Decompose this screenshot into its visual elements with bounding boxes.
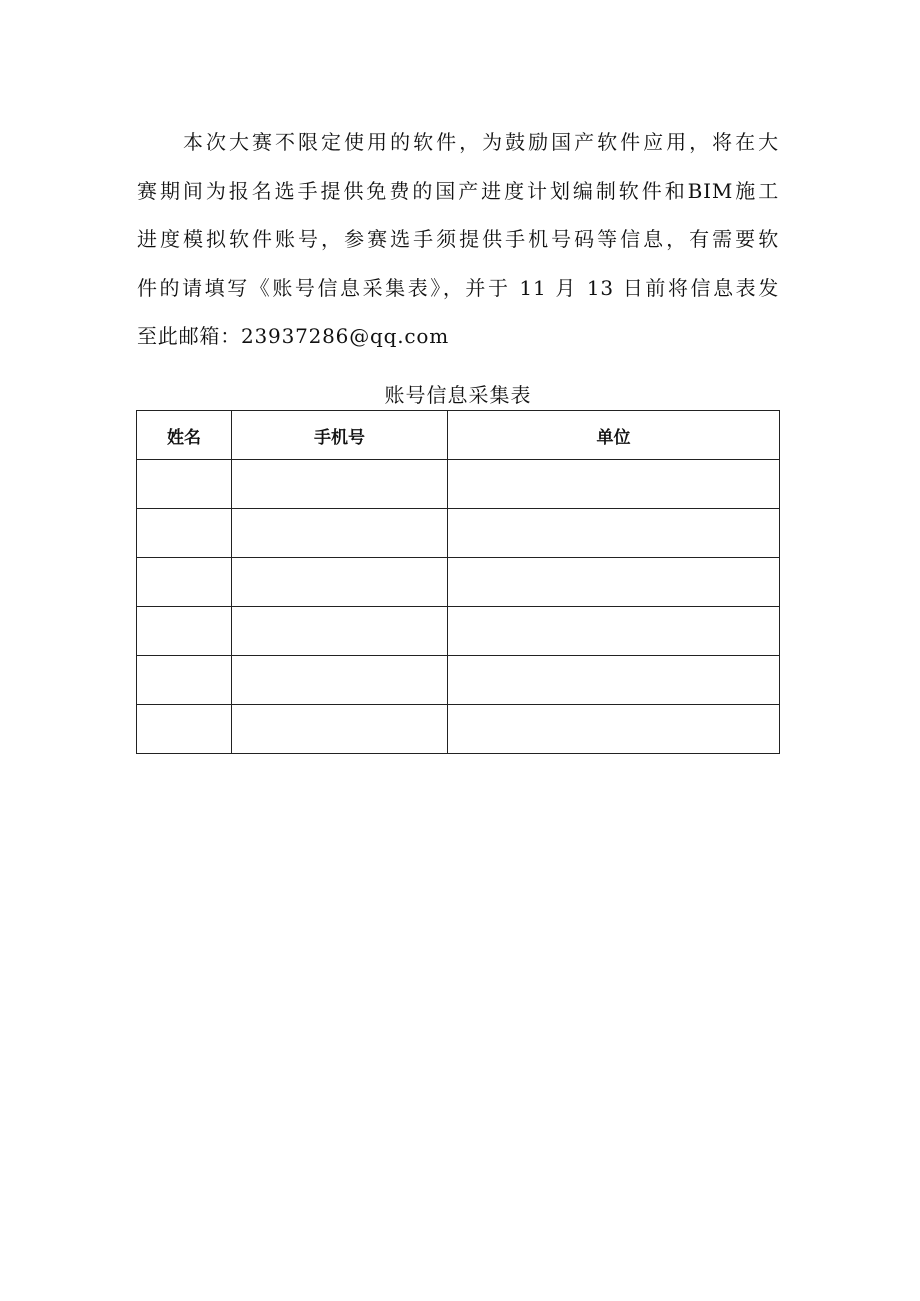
name-cell xyxy=(137,705,232,754)
notice-line: 件的请填写《账号信息采集表》，并于 11 月 13 日前将信息表发 xyxy=(137,275,779,300)
phone-cell xyxy=(232,558,448,607)
name-cell xyxy=(137,656,232,705)
table-header-row xyxy=(137,411,780,460)
phone-cell xyxy=(232,705,448,754)
table-row xyxy=(137,607,780,656)
phone-cell xyxy=(232,460,448,509)
table-row xyxy=(137,705,780,754)
column-header-name: 姓名 xyxy=(137,411,232,460)
account-info-table xyxy=(136,410,780,754)
column-header-phone: 手机号 xyxy=(232,411,448,460)
table-title: 账号信息采集表 xyxy=(384,383,532,407)
organization-cell xyxy=(448,705,780,754)
table-row xyxy=(137,656,780,705)
phone-cell xyxy=(232,509,448,558)
notice-line: 本次大赛不限定使用的软件，为鼓励国产软件应用，将在大 xyxy=(183,130,779,154)
organization-cell xyxy=(448,460,780,509)
notice-line: 赛期间为报名选手提供免费的国产进度计划编制软件和BIM施工 xyxy=(137,178,779,203)
organization-cell xyxy=(448,656,780,705)
table-row xyxy=(137,460,780,509)
phone-cell xyxy=(232,607,448,656)
phone-cell xyxy=(232,656,448,705)
name-cell xyxy=(137,558,232,607)
column-header-organization: 单位 xyxy=(448,411,780,460)
table-row xyxy=(137,509,780,558)
notice-line: 至此邮箱：23937286@qq.com xyxy=(137,324,449,348)
notice-paragraph xyxy=(137,118,779,361)
organization-cell xyxy=(448,607,780,656)
name-cell xyxy=(137,509,232,558)
name-cell xyxy=(137,607,232,656)
name-cell xyxy=(137,460,232,509)
table-row xyxy=(137,558,780,607)
notice-line: 进度模拟软件账号，参赛选手须提供手机号码等信息，有需要软 xyxy=(137,227,779,251)
organization-cell xyxy=(448,558,780,607)
organization-cell xyxy=(448,509,780,558)
